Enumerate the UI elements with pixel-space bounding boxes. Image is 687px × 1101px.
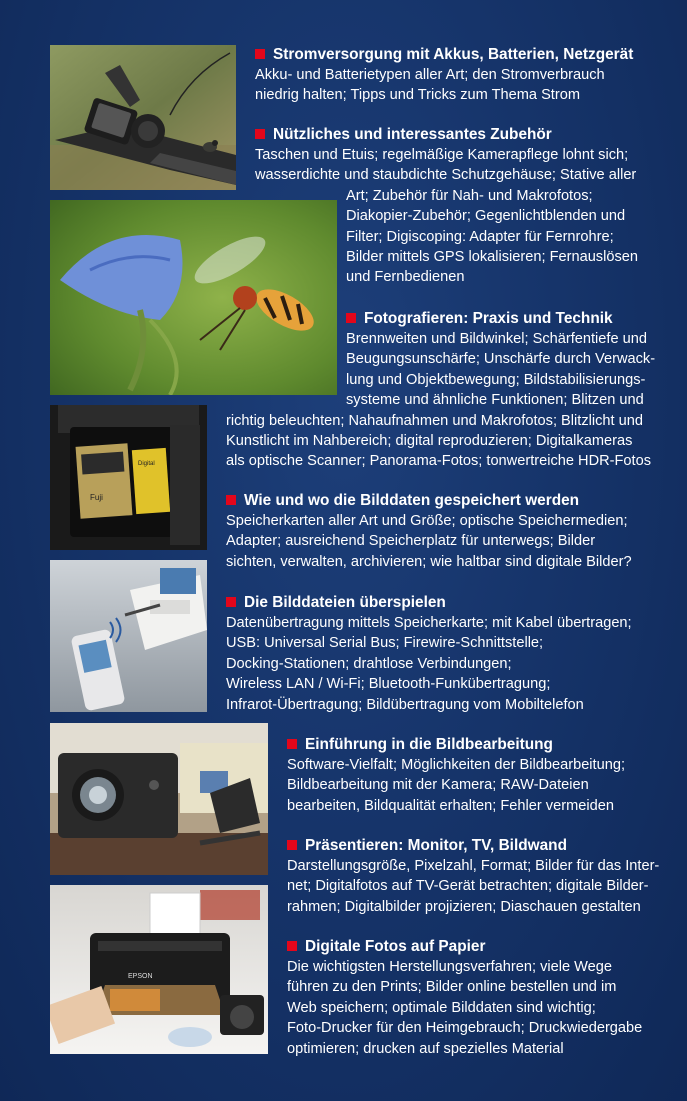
section-line: Foto-Drucker für den Heimgebrauch; Druckwiedergabe xyxy=(287,1020,643,1037)
red-square-bullet-icon xyxy=(287,840,297,850)
photo-projector-camcorder xyxy=(50,723,268,875)
red-square-bullet-icon xyxy=(287,739,297,749)
section-line: Infrarot-Übertragung; Bildübertragung vom Mobiltelefon xyxy=(226,696,584,713)
section-line: Software-Vielfalt; Möglichkeiten der Bildbearbeitung; xyxy=(287,757,626,773)
section-heading: Wie und wo die Bilddaten gespeichert werden xyxy=(226,490,632,511)
red-square-bullet-icon xyxy=(255,129,265,139)
section-line: Bilder mittels GPS lokalisieren; Fernauslösen xyxy=(346,249,638,266)
section-line: Adapter; ausreichend Speicherplatz für unterwegs; Bilder xyxy=(226,533,596,550)
red-square-bullet-icon xyxy=(346,313,356,323)
section-line: richtig beleuchten; Nahaufnahmen und Makrofotos; Blitzlicht und xyxy=(226,412,643,429)
section-line: Art; Zubehör für Nah- und Makrofotos; xyxy=(346,187,593,204)
printer-brand-label: EPSON xyxy=(128,973,153,980)
section-outdented-lines xyxy=(226,411,655,472)
section-image-storage xyxy=(226,490,632,572)
section-heading: Die Bilddateien überspielen xyxy=(226,592,632,613)
section-line: Wireless LAN / Wi-Fi; Bluetooth-Funkübertragung; xyxy=(226,676,551,693)
section-line: Diakopier-Zubehör; Gegenlichtblenden und xyxy=(346,208,626,225)
section-heading: Digitale Fotos auf Papier xyxy=(287,936,642,957)
section-indented-lines xyxy=(346,186,638,288)
section-line: als optische Scanner; Panorama-Fotos; tonwertreiche HDR-Fotos xyxy=(226,453,652,470)
section-heading: Fotografieren: Praxis und Technik xyxy=(346,308,655,329)
section-heading: Nützliches und interessantes Zubehör xyxy=(255,124,638,145)
section-line: net; Digitalfotos auf TV-Gerät betrachten; digitale Bilder- xyxy=(287,878,649,895)
section-line: Darstellungsgröße, Pixelzahl, Format; Bilder für das Inter- xyxy=(287,858,660,874)
section-file-transfer xyxy=(226,592,632,715)
section-image-editing xyxy=(287,734,625,816)
photo-inkjet-printer xyxy=(50,885,268,1054)
section-power-supply xyxy=(255,44,633,106)
section-line: systeme und ähnliche Funktionen; Blitzen und xyxy=(346,392,644,409)
red-square-bullet-icon xyxy=(226,597,236,607)
red-square-bullet-icon xyxy=(226,495,236,505)
section-line: führen zu den Prints; Bilder online bestellen und im xyxy=(287,979,617,996)
section-line: Taschen und Etuis; regelmäßige Kamerapflege lohnt sich; xyxy=(255,147,629,163)
section-photography-practice xyxy=(226,308,656,472)
red-square-bullet-icon xyxy=(255,49,265,59)
section-line: und Fernbedienen xyxy=(346,269,465,286)
section-heading: Einführung in die Bildbearbeitung xyxy=(287,734,625,755)
section-line: rahmen; Digitalbilder projizieren; Diaschauen gestalten xyxy=(287,898,641,915)
section-line: bearbeiten, Bildqualität erhalten; Fehler vermeiden xyxy=(287,797,614,814)
section-line: Web speichern; optimale Bilddaten sind wichtig; xyxy=(287,999,596,1016)
section-line: USB: Universal Serial Bus; Firewire-Schnittstelle; xyxy=(226,635,544,652)
section-line: sichten, verwalten, archivieren; wie haltbar sind digitale Bilder? xyxy=(226,553,632,570)
photo-memory-card-slot xyxy=(50,405,207,550)
section-line: Akku- und Batterietypen aller Art; den Stromverbrauch xyxy=(255,67,605,83)
card-label-2: Digital xyxy=(138,461,155,467)
section-photos-on-paper xyxy=(287,936,642,1059)
section-line: optimieren; drucken auf spezielles Material xyxy=(287,1040,564,1057)
section-heading: Stromversorgung mit Akkus, Batterien, Netzgerät xyxy=(255,44,633,65)
section-line: Datenübertragung mittels Speicherkarte; mit Kabel übertragen; xyxy=(226,615,632,631)
section-line: Die wichtigsten Herstellungsverfahren; viele Wege xyxy=(287,959,613,975)
photo-digiscoping-camera xyxy=(50,45,236,190)
section-accessories xyxy=(255,124,638,288)
section-line: Kunstlicht im Nahbereich; digital reproduzieren; Digitalkameras xyxy=(226,433,633,450)
card-label-1: Fuji xyxy=(90,493,103,502)
section-line: Filter; Digiscoping: Adapter für Fernrohre; xyxy=(346,228,614,245)
section-line: Docking-Stationen; drahtlose Verbindungen; xyxy=(226,655,512,672)
photo-printer-mobile xyxy=(50,560,207,712)
section-heading: Präsentieren: Monitor, TV, Bildwand xyxy=(287,835,659,856)
section-line: Bildbearbeitung mit der Kamera; RAW-Dateien xyxy=(287,777,589,794)
section-line: niedrig halten; Tipps und Tricks zum Thema Strom xyxy=(255,87,580,104)
red-square-bullet-icon xyxy=(287,941,297,951)
section-line: lung und Objektbewegung; Bildstabilisierungs- xyxy=(346,371,646,388)
section-line: wasserdichte und staubdichte Schutzgehäuse; Stative aller xyxy=(255,167,637,184)
section-line: Brennweiten und Bildwinkel; Schärfentiefe und xyxy=(346,331,647,347)
section-line: Speicherkarten aller Art und Größe; optische Speichermedien; xyxy=(226,513,628,529)
section-line: Beugungsunschärfe; Unschärfe durch Verwack- xyxy=(346,351,656,368)
section-presenting xyxy=(287,835,659,917)
